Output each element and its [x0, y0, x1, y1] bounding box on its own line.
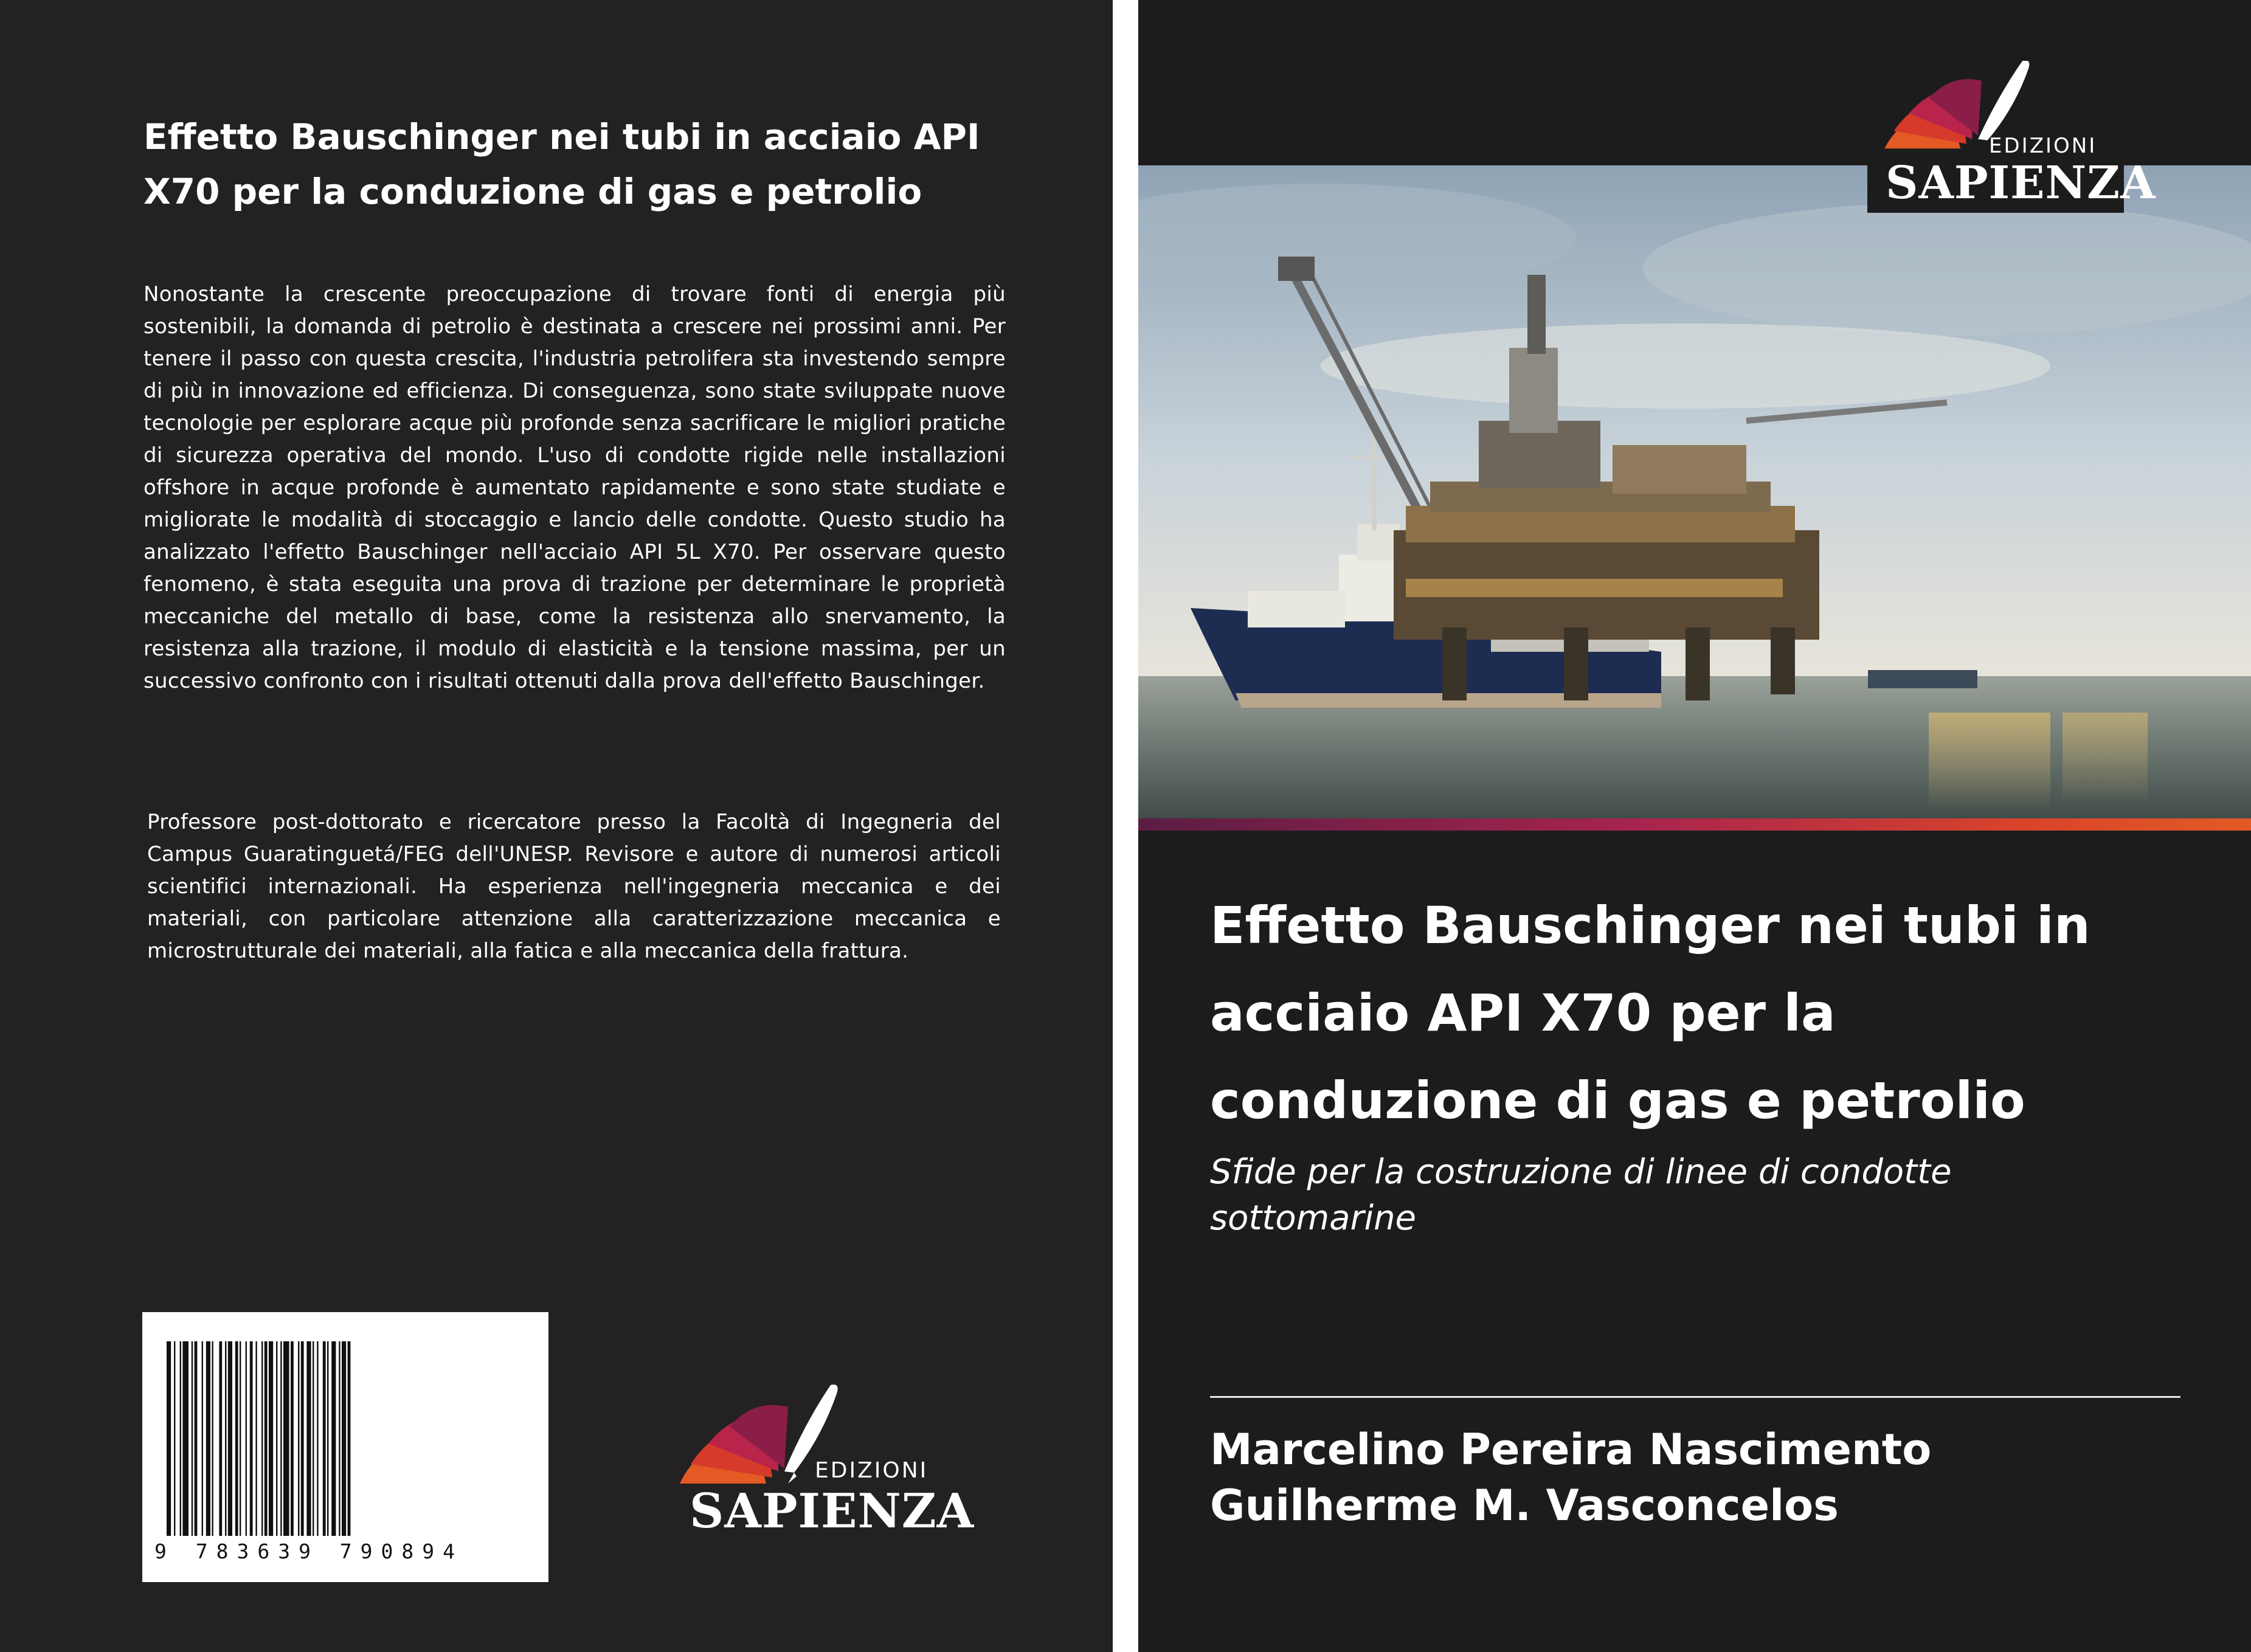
- barcode-bar: [246, 1341, 247, 1536]
- publisher-edizioni: EDIZIONI: [815, 1458, 928, 1483]
- barcode-bar: [291, 1341, 294, 1536]
- barcode-bar: [167, 1341, 171, 1536]
- barcode-bar: [182, 1341, 188, 1536]
- barcode-bar: [206, 1341, 210, 1536]
- offshore-platform-photo: [1138, 165, 2251, 822]
- back-cover-title: Effetto Bauschinger nei tubi in acciaio API X70 per la conduzione di gas e petrolio: [143, 116, 980, 212]
- barcode-bar: [269, 1341, 273, 1536]
- barcode-bar: [327, 1341, 328, 1536]
- publisher-logo-front: [1867, 61, 2156, 213]
- barcode-bar: [212, 1341, 213, 1536]
- barcode-bar: [180, 1341, 181, 1536]
- barcode-bar: [280, 1341, 282, 1536]
- barcode-bar: [228, 1341, 232, 1536]
- author-name: Marcelino Pereira Nascimento: [1210, 1425, 1932, 1474]
- barcode-bar: [265, 1341, 268, 1536]
- barcode-bar: [283, 1341, 289, 1536]
- barcode-bar: [276, 1341, 277, 1536]
- barcode-bar: [301, 1341, 304, 1536]
- author-biography: Professore post-dottorato e ricercatore presso la Facoltà di Ingegneria del Campus Guaratinguetá/FEG dell'UNESP. Revisore e autore di numerosi articoli scientifici internazionali. Ha esperienza nell'ingegneria meccanica e dei materiali, con particolare attenzione alla caratterizzazione meccanica e microstrutturale dei materiali, alla fatica e alla meccanica della frattura.: [147, 810, 1001, 963]
- barcode-bar: [202, 1341, 203, 1536]
- front-cover: [1138, 0, 2251, 1652]
- isbn-barcode: [142, 1312, 548, 1582]
- back-cover: [0, 0, 1113, 1652]
- barcode-bar: [250, 1341, 253, 1536]
- barcode-bar: [255, 1341, 257, 1536]
- author-name: Guilherme M. Vasconcelos: [1210, 1481, 1839, 1530]
- book-description: Nonostante la crescente preoccupazione di trovare fonti di energia più sostenibili, la domanda di petrolio è destinata a crescere nei prossimi anni. Per tenere il passo con questa crescita, l'industria petrolifera sta investendo sempre di più in innovazione ed efficienza. Di conseguenza, sono state sviluppate nuove tecnologie per esplorare acque più profonde senza sacrificare le migliori pratiche di sicurezza operativa del mondo. L'uso di condotte rigide nelle installazioni offshore in acque profonde è aumentato rapidamente e sono state studiate e migliorate le modalità di stoccaggio e lancio delle condotte. Questo studio ha analizzato l'effetto Bauschinger nell'acciaio API 5L X70. Per osservare questo fenomeno, è stata eseguita una prova di trazione per determinare le proprietà meccaniche del metallo di base, come la resistenza allo snervamento, la resistenza alla trazione, il modulo di elasticità e la tensione massima, per un successivo confronto con i risultati ottenuti dalla prova dell'effetto Bauschinger.: [143, 282, 1006, 693]
- publisher-logo-back: [675, 1380, 975, 1539]
- barcode-bar: [331, 1341, 336, 1536]
- accent-stripe: [1138, 818, 2251, 831]
- barcode-bar: [261, 1341, 263, 1536]
- barcode-bar: [348, 1341, 351, 1536]
- front-cover-title: Effetto Bauschinger nei tubi in acciaio API X70 per la conduzione di gas e petrolio: [1210, 896, 2090, 1130]
- isbn-digits: 9 783639 790894: [154, 1540, 464, 1563]
- barcode-bar: [225, 1341, 226, 1536]
- barcode-bar: [306, 1341, 311, 1536]
- barcode-bar: [192, 1341, 193, 1536]
- front-cover-subtitle: Sfide per la costruzione di linee di condotte sottomarine: [1210, 1152, 1952, 1238]
- barcode-bar: [317, 1341, 318, 1536]
- barcode-bar: [339, 1341, 340, 1536]
- barcode-bar: [240, 1341, 241, 1536]
- divider: [1210, 1396, 2180, 1398]
- publisher-sapienza: SAPIENZA: [1886, 157, 2156, 209]
- barcode-bar: [235, 1341, 238, 1536]
- publisher-sapienza: SAPIENZA: [690, 1484, 975, 1539]
- barcode-bar: [195, 1341, 198, 1536]
- barcode-bar: [323, 1341, 326, 1536]
- barcode-bar: [219, 1341, 222, 1536]
- publisher-edizioni: EDIZIONI: [1989, 134, 2097, 158]
- barcode-bar: [313, 1341, 314, 1536]
- barcode-bar: [342, 1341, 346, 1536]
- barcode-bars: [167, 1341, 524, 1542]
- barcode-bar: [298, 1341, 299, 1536]
- barcode-bar: [174, 1341, 175, 1536]
